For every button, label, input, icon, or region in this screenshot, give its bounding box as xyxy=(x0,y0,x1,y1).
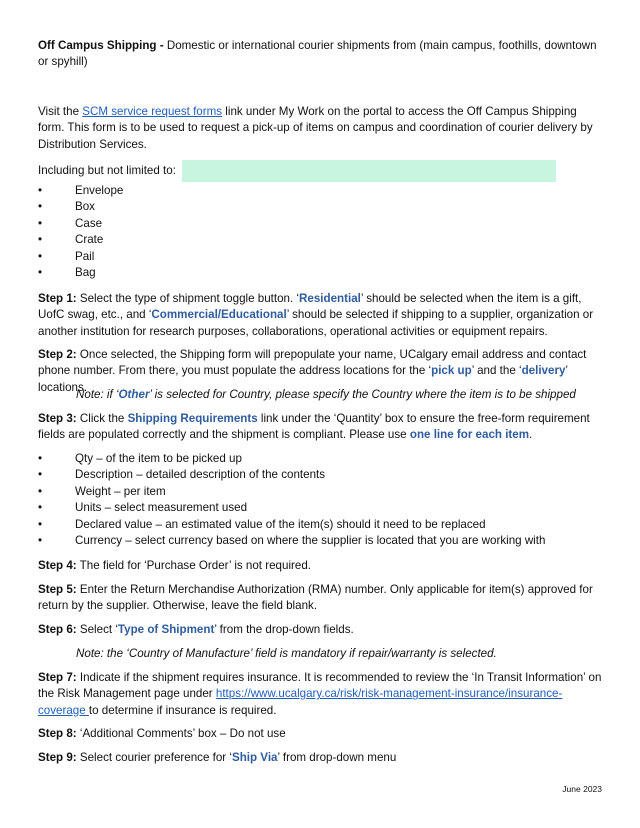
list-item: • Qty – of the item to be picked up xyxy=(38,451,604,467)
list-item: • Pail xyxy=(38,249,604,265)
list-item: • Weight – per item xyxy=(38,484,604,500)
step-8: Step 8: ‘Additional Comments’ box – Do not use xyxy=(38,727,286,740)
item-list xyxy=(38,183,604,281)
other-term: Other xyxy=(118,388,150,401)
step-1: Step 1: Select the type of shipment toggle button. ‘Residential’ should be selected when the item is a gift, UofC swag, etc., and ‘Commercial/Educational’ should be selected if shipping to a supplier, organization or another institution for research purposes, collaborations, operational activities or equipment repairs. xyxy=(38,292,594,338)
list-item: • Envelope xyxy=(38,183,604,199)
residential-term: Residential xyxy=(299,292,361,305)
ship-via-term: Ship Via xyxy=(231,751,278,764)
step-3: Step 3: Click the Shipping Requirements link under the ‘Quantity’ box to ensure the free-form requirement fields are populated correctly and the shipment is compliant. Please use one line for each item. xyxy=(38,412,590,442)
one-line-term: one line for each item xyxy=(409,428,530,442)
step-4: Step 4: The field for ‘Purchase Order’ is not required. xyxy=(38,559,312,572)
commercial-term: Commercial/Educational xyxy=(151,308,287,322)
including-label: Including but not limited to: xyxy=(38,164,176,178)
highlight-box xyxy=(182,160,556,182)
footer-date: June 2023 xyxy=(562,784,602,794)
insurance-coverage-link[interactable]: https://www.ucalgary.ca/risk/risk-management-insurance/insurance-coverage xyxy=(38,687,563,717)
step-6: Step 6: Select ‘Type of Shipment’ from the drop-down fields. xyxy=(38,623,354,636)
requirements-list xyxy=(38,451,604,549)
step-5: Step 5: Enter the Return Merchandise Authorization (RMA) number. Only applicable for item(s) approved for return by the supplier. Otherwise, leave the field blank. xyxy=(38,583,593,613)
manufacture-note: Note: the ‘Country of Manufacture’ field is mandatory if repair/warranty is selected. xyxy=(76,647,497,660)
heading-title: Off Campus Shipping - xyxy=(38,39,164,52)
step-9: Step 9: Select courier preference for ‘Ship Via’ from drop-down menu xyxy=(38,751,397,764)
list-item: • Description – detailed description of the contents xyxy=(38,467,604,483)
shipping-requirements-link[interactable]: Shipping Requirements xyxy=(127,412,258,425)
including-line xyxy=(38,160,604,182)
list-item: • Box xyxy=(38,199,604,215)
scm-forms-link[interactable]: SCM service request forms xyxy=(82,105,223,118)
list-item: • Case xyxy=(38,216,604,232)
section-heading xyxy=(38,38,604,71)
list-item: • Declared value – an estimated value of the item(s) should it need to be replaced xyxy=(38,517,604,533)
heading-subtitle: Domestic or international courier shipments from (main campus, foothills, downtown or spyhill) xyxy=(38,39,597,69)
list-item: • Bag xyxy=(38,265,604,281)
list-item: • Currency – select currency based on where the supplier is located that you are working with xyxy=(38,533,604,549)
type-of-shipment-term: Type of Shipment xyxy=(117,623,215,636)
step-7: Step 7: Indicate if the shipment requires insurance. It is recommended to review the ‘In Transit Information’ on the Risk Management page under https://www.ucalgary.ca/risk/risk-management-insurance/insurance-coverage to determine if insurance is required. xyxy=(38,671,602,717)
country-note: Note: if ‘Other’ is selected for Country, please specify the Country where the item is to be shipped xyxy=(76,388,576,401)
list-item: • Crate xyxy=(38,232,604,248)
step-2: Step 2: Once selected, the Shipping form will prepopulate your name, UCalgary email address and contact phone number. From there, you must populate the address locations for the ‘pick up’ and the ‘delivery’ locations. xyxy=(38,348,587,394)
list-item: • Units – select measurement used xyxy=(38,500,604,516)
delivery-term: delivery xyxy=(521,364,566,378)
intro-paragraph: Visit the SCM service request forms link under My Work on the portal to access the Off Campus Shipping form. This form is to be used to request a pick-up of items on campus and coordination of courier delivery by Distribution Services. xyxy=(38,105,593,151)
pickup-term: pick up xyxy=(431,364,472,378)
